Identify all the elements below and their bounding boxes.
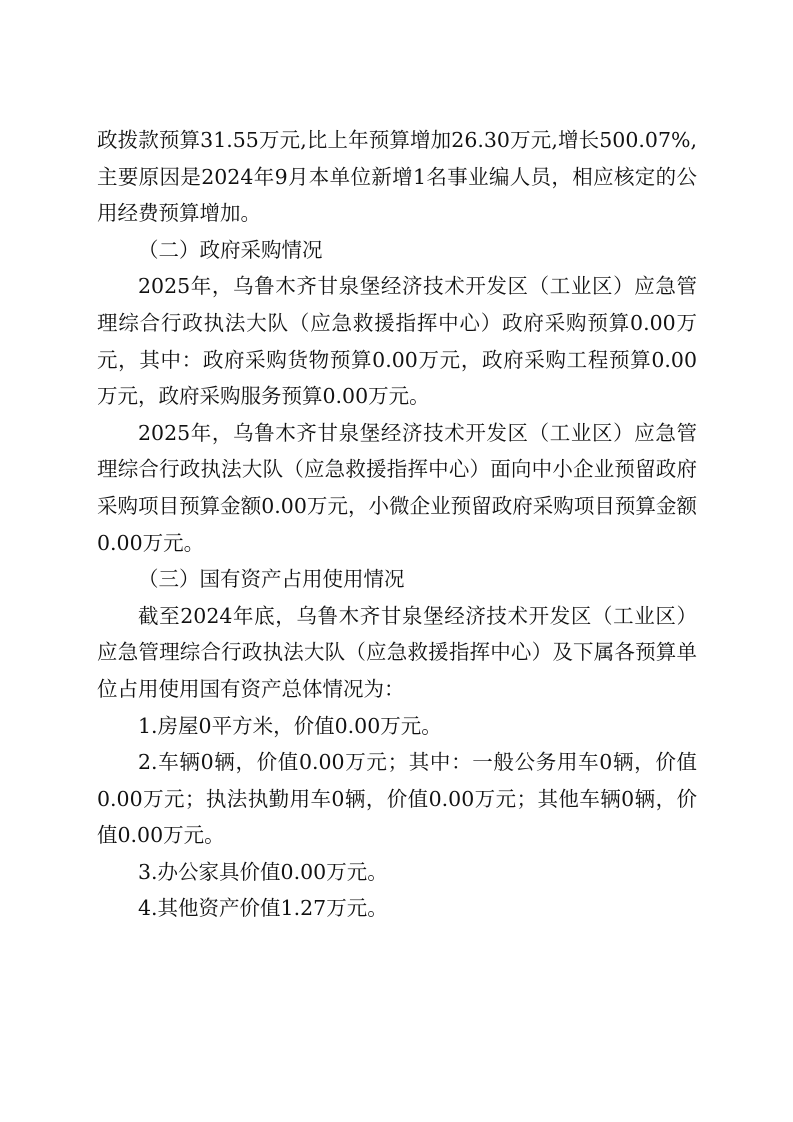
paragraph-assets-overview: 截至2024年底，乌鲁木齐甘泉堡经济技术开发区（工业区）应急管理综合行政执法大队（应急救援指挥中心）及下属各预算单位占用使用国有资产总体情况为： [97, 603, 697, 701]
paragraph-procurement-budget: 2025年，乌鲁木齐甘泉堡经济技术开发区（工业区）应急管理综合行政执法大队（应急救援指挥中心）政府采购预算0.00万元，其中：政府采购货物预算0.00万元，政府采购工程预算0.00万元，政府采购服务预算0.00万元。 [97, 274, 697, 409]
section-heading-state-assets: （三）国有资产占用使用情况 [138, 567, 405, 592]
paragraph-budget-continuation: 政拨款预算31.55万元,比上年预算增加26.30万元,增长500.07%,主要原因是2024年9月本单位新增1名事业编人员，相应核定的公用经费预算增加。 [97, 128, 697, 226]
paragraph-sme-reserved-procurement: 2025年，乌鲁木齐甘泉堡经济技术开发区（工业区）应急管理综合行政执法大队（应急救援指挥中心）面向中小企业预留政府采购项目预算金额0.00万元，小微企业预留政府采购项目预算金额0.00万元。 [97, 420, 697, 555]
list-item-vehicles: 2.车辆0辆，价值0.00万元；其中：一般公务用车0辆，价值0.00万元；执法执勤用车0辆，价值0.00万元；其他车辆0辆，价值0.00万元。 [97, 750, 697, 848]
list-item-housing: 1.房屋0平方米，价值0.00万元。 [138, 713, 442, 738]
list-item-other-assets: 4.其他资产价值1.27万元。 [138, 896, 388, 921]
document-body [97, 122, 697, 927]
section-heading-government-procurement: （二）政府采购情况 [138, 237, 323, 262]
list-item-office-furniture: 3.办公家具价值0.00万元。 [138, 859, 388, 884]
